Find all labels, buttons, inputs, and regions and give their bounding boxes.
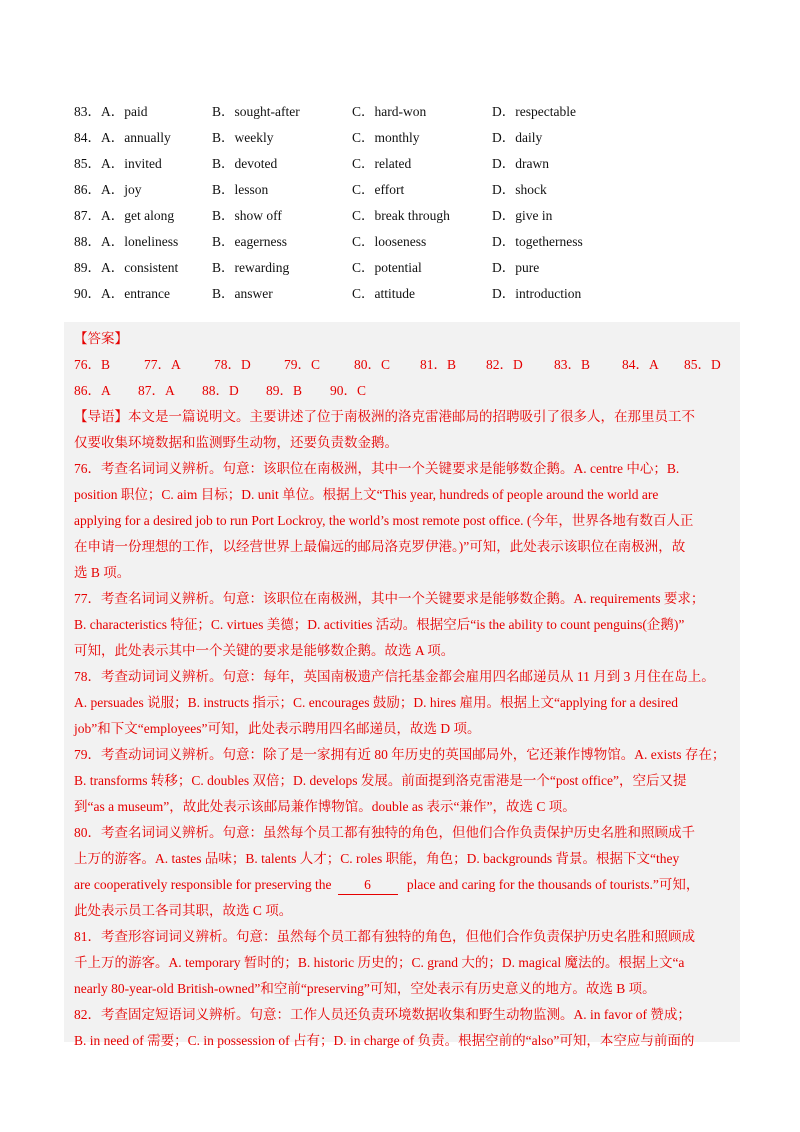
option-c: C．potential: [352, 260, 422, 275]
question-number: 87．: [74, 208, 101, 223]
explanation-line: nearly 80-year-old British-owned”和空前“preserving”可知，空处表示有历史意义的地方。故选 B 项。: [74, 981, 656, 996]
question-number: 88．: [74, 234, 101, 249]
intro-line: 【导语】本文是一篇说明文。主要讲述了位于南极洲的洛克雷港邮局的招聘吸引了很多人，在那里员工不: [74, 409, 695, 424]
option-b: B．show off: [212, 208, 282, 223]
option-c: C．related: [352, 156, 412, 171]
answer-key: 88．D: [202, 383, 239, 398]
option-row: [74, 227, 634, 253]
explanation-line: 79．考查动词词义辨析。句意：除了是一家拥有近 80 年历史的英国邮局外，它还兼作博物馆。A. exists 存在；: [74, 747, 726, 762]
option-c: C．effort: [352, 182, 405, 197]
option-b: B．weekly: [212, 130, 274, 145]
answer-key: 80．C: [354, 357, 391, 372]
option-d: D．daily: [492, 130, 543, 145]
question-number: 90．: [74, 286, 101, 301]
answer-key: 81．B: [420, 357, 457, 372]
option-row: [74, 201, 634, 227]
option-d: D．give in: [492, 208, 553, 223]
answer-key: 84．A: [622, 357, 659, 372]
explanation-line: B. characteristics 特征；C. virtues 美德；D. activities 活动。根据空后“is the ability to count penguins(企鹅)”: [74, 617, 685, 632]
option-a: A．annually: [101, 130, 171, 145]
option-a: A．entrance: [101, 286, 170, 301]
answer-key-row-2: [74, 378, 390, 404]
answer-key: 83．B: [554, 357, 591, 372]
option-row: [74, 253, 634, 279]
question-number: 84．: [74, 130, 101, 145]
option-c: C．attitude: [352, 286, 415, 301]
option-a: A．invited: [101, 156, 162, 171]
option-d: D．respectable: [492, 104, 576, 119]
option-c: C．break through: [352, 208, 450, 223]
question-number: 86．: [74, 182, 101, 197]
option-a: A．loneliness: [101, 234, 179, 249]
answer-heading: 【答案】: [74, 331, 128, 346]
question-number: 85．: [74, 156, 101, 171]
option-c: C．looseness: [352, 234, 427, 249]
answer-key-row-1: [74, 352, 730, 378]
explanation-line: B. transforms 转移；C. doubles 双倍；D. develops 发展。前面提到洛克雷港是一个“post office”，空后又提: [74, 773, 687, 788]
option-a: A．consistent: [101, 260, 179, 275]
explanation-line: 在申请一份理想的工作，以经营世界上最偏远的邮局洛克罗伊港。)”可知，此处表示该职位在南极洲，故: [74, 539, 686, 554]
option-row: [74, 123, 634, 149]
option-a: A．get along: [101, 208, 175, 223]
option-d: D．drawn: [492, 156, 549, 171]
explanation-line: applying for a desired job to run Port Lockroy, the world’s most remote post office. (今年，世界各地有数百人正: [74, 513, 694, 528]
option-b: B．sought-after: [212, 104, 300, 119]
answer-key: 79．C: [284, 357, 321, 372]
option-b: B．lesson: [212, 182, 269, 197]
option-row: [74, 149, 634, 175]
answer-key: 86．A: [74, 383, 111, 398]
intro-line: 仅要收集环境数据和监测野生动物，还要负责数金鹅。: [74, 435, 398, 450]
explanation-line: B. in need of 需要；C. in possession of 占有；D. in charge of 负责。根据空前的“also”可知，本空应与前面的: [74, 1033, 695, 1048]
option-a: A．paid: [101, 104, 148, 119]
option-b: B．answer: [212, 286, 273, 301]
blank-number: 6: [338, 876, 398, 895]
answer-key: 78．D: [214, 357, 251, 372]
answer-key: 76．B: [74, 357, 111, 372]
option-b: B．eagerness: [212, 234, 287, 249]
explanation-line: 上万的游客。A. tastes 品味；B. talents 人才；C. roles 职能，角色；D. backgrounds 背景。根据下文“they: [74, 851, 680, 866]
explanation-line: 选 B 项。: [74, 565, 131, 580]
answer-section: [64, 322, 740, 1048]
explanation-line: 千上万的游客。A. temporary 暂时的；B. historic 历史的；C. grand 大的；D. magical 魔法的。根据上文“a: [74, 955, 685, 970]
question-number: 83．: [74, 104, 101, 119]
option-c: C．monthly: [352, 130, 420, 145]
option-a: A．joy: [101, 182, 142, 197]
option-d: D．togetherness: [492, 234, 583, 249]
option-row: [74, 175, 634, 201]
explanation-line: 78．考查动词词义辨析。句意：每年，英国南极遗产信托基金都会雇用四名邮递员从 11 月到 3 月住在岛上。: [74, 669, 715, 684]
explanation-line: 此处表示员工各司其职，故选 C 项。: [74, 903, 293, 918]
option-c: C．hard-won: [352, 104, 427, 119]
question-number: 89．: [74, 260, 101, 275]
option-row: [74, 279, 634, 305]
answer-key: 89．B: [266, 383, 303, 398]
explanation-line: 80．考查名词词义辨析。句意：虽然每个员工都有独特的角色，但他们合作负责保护历史名胜和照顾成千: [74, 825, 695, 840]
explanation-line: 可知，此处表示其中一个关键的要求是能够数企鹅。故选 A 项。: [74, 643, 455, 658]
option-row: [74, 97, 634, 123]
explanation-line-with-blank: [74, 872, 732, 898]
answer-key: 85．D: [684, 357, 721, 372]
answer-key: 87．A: [138, 383, 175, 398]
line-text: place and caring for the thousands of tourists.”可知，: [403, 877, 700, 892]
option-d: D．shock: [492, 182, 547, 197]
answer-key: 77．A: [144, 357, 181, 372]
explanation-line: 到“as a museum”，故此处表示该邮局兼作博物馆。double as 表示“兼作”，故选 C 项。: [74, 799, 576, 814]
explanation-line: job”和下文“employees”可知，此处表示聘用四名邮递员，故选 D 项。: [74, 721, 481, 736]
explanation-line: 76．考查名词词义辨析。句意：该职位在南极洲，其中一个关键要求是能够数企鹅。A. centre 中心；B.: [74, 461, 680, 476]
options-table: [74, 97, 634, 305]
option-b: B．devoted: [212, 156, 278, 171]
answer-key: 82．D: [486, 357, 523, 372]
option-b: B．rewarding: [212, 260, 290, 275]
explanation-line: 81．考查形容词词义辨析。句意：虽然每个员工都有独特的角色，但他们合作负责保护历史名胜和照顾成: [74, 929, 695, 944]
explanation-line: A. persuades 说服；B. instructs 指示；C. encourages 鼓励；D. hires 雇用。根据上文“applying for a desired: [74, 695, 679, 710]
line-text: are cooperatively responsible for preserving the: [74, 877, 332, 892]
explanation-line: 77．考查名词词义辨析。句意：该职位在南极洲，其中一个关键要求是能够数企鹅。A. requirements 要求；: [74, 591, 705, 606]
explanation-line: 82．考查固定短语词义辨析。句意：工作人员还负责环境数据收集和野生动物监测。A. in favor of 赞成；: [74, 1007, 691, 1022]
option-d: D．pure: [492, 260, 540, 275]
explanation-line: position 职位；C. aim 目标；D. unit 单位。根据上文“This year, hundreds of people around the world are: [74, 487, 659, 502]
answer-key: 90．C: [330, 383, 367, 398]
option-d: D．introduction: [492, 286, 582, 301]
